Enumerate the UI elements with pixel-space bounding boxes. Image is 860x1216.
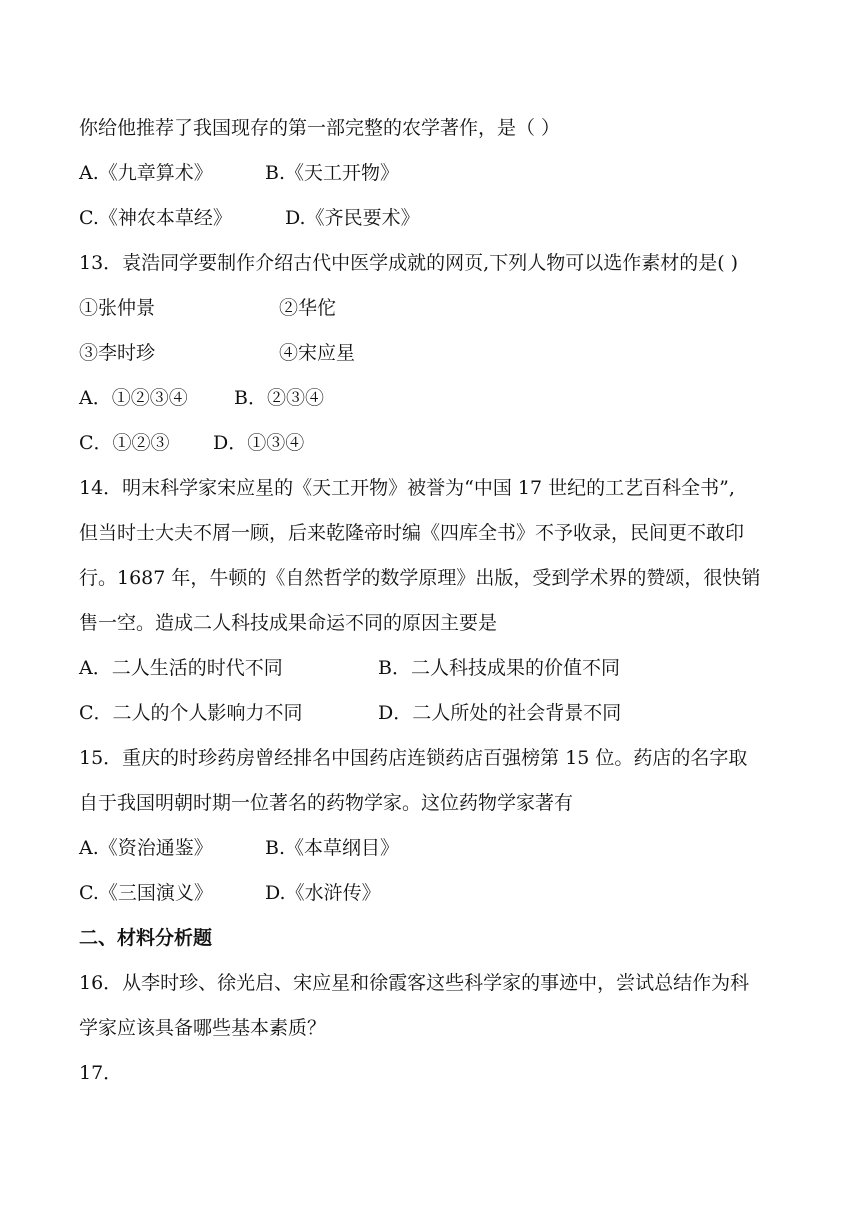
q16-stem-line-2: 学家应该具备哪些基本素质？: [79, 1017, 327, 1039]
q13-option-d: D．①③④: [213, 432, 305, 454]
q15-option-d: D.《水浒传》: [265, 882, 381, 904]
q14-stem-line-4: 售一空。造成二人科技成果命运不同的原因主要是: [79, 612, 498, 634]
q12-option-d: D.《齐民要术》: [285, 207, 420, 229]
q14-option-a: A．二人生活的时代不同: [79, 657, 283, 679]
q14-option-d: D．二人所处的社会背景不同: [378, 702, 622, 724]
q14-option-b: B．二人科技成果的价值不同: [378, 657, 620, 679]
q15-option-a: A.《资治通鉴》: [79, 837, 213, 859]
q15-option-c: C.《三国演义》: [79, 882, 213, 904]
q13-option-c: C．①②③: [79, 432, 170, 454]
q13-stem: 13．袁浩同学要制作介绍古代中医学成就的网页,下列人物可以选作素材的是( ): [79, 252, 739, 274]
q14-option-c: C．二人的个人影响力不同: [79, 702, 303, 724]
section-heading: 二、材料分析题: [79, 927, 213, 949]
q14-stem-line-2: 但当时士大夫不屑一顾，后来乾隆帝时编《四库全书》不予收录，民间更不敢印: [79, 522, 745, 544]
q13-item-3: ③李时珍: [79, 342, 156, 364]
q12-option-c: C.《神农本草经》: [79, 207, 232, 229]
q13-option-b: B．②③④: [234, 387, 324, 409]
q13-item-4: ④宋应星: [279, 342, 356, 364]
q13-item-1: ①张仲景: [79, 297, 156, 319]
q14-stem-line-1: 14．明末科学家宋应星的《天工开物》被誉为“中国 17 世纪的工艺百科全书”,: [79, 477, 735, 499]
q15-stem-line-2: 自于我国明朝时期一位著名的药物学家。这位药物学家著有: [79, 792, 574, 814]
q13-item-2: ②华佗: [279, 297, 337, 319]
q14-stem-line-3: 行。1687 年，牛顿的《自然哲学的数学原理》出版，受到学术界的赞颂，很快销: [79, 567, 761, 589]
q12-stem: 你给他推荐了我国现存的第一部完整的农学著作，是（ ）: [79, 117, 561, 139]
q15-option-b: B.《本草纲目》: [265, 837, 400, 859]
q12-option-b: B.《天工开物》: [265, 162, 400, 184]
q16-stem-line-1: 16．从李时珍、徐光启、宋应星和徐霞客这些科学家的事迹中，尝试总结作为科: [79, 972, 750, 994]
q12-option-a: A.《九章算术》: [79, 162, 213, 184]
q17-stem: 17．: [79, 1062, 123, 1084]
q15-stem-line-1: 15．重庆的时珍药房曾经排名中国药店连锁药店百强榜第 15 位。药店的名字取: [79, 747, 748, 769]
q13-option-a: A．①②③④: [79, 387, 188, 409]
